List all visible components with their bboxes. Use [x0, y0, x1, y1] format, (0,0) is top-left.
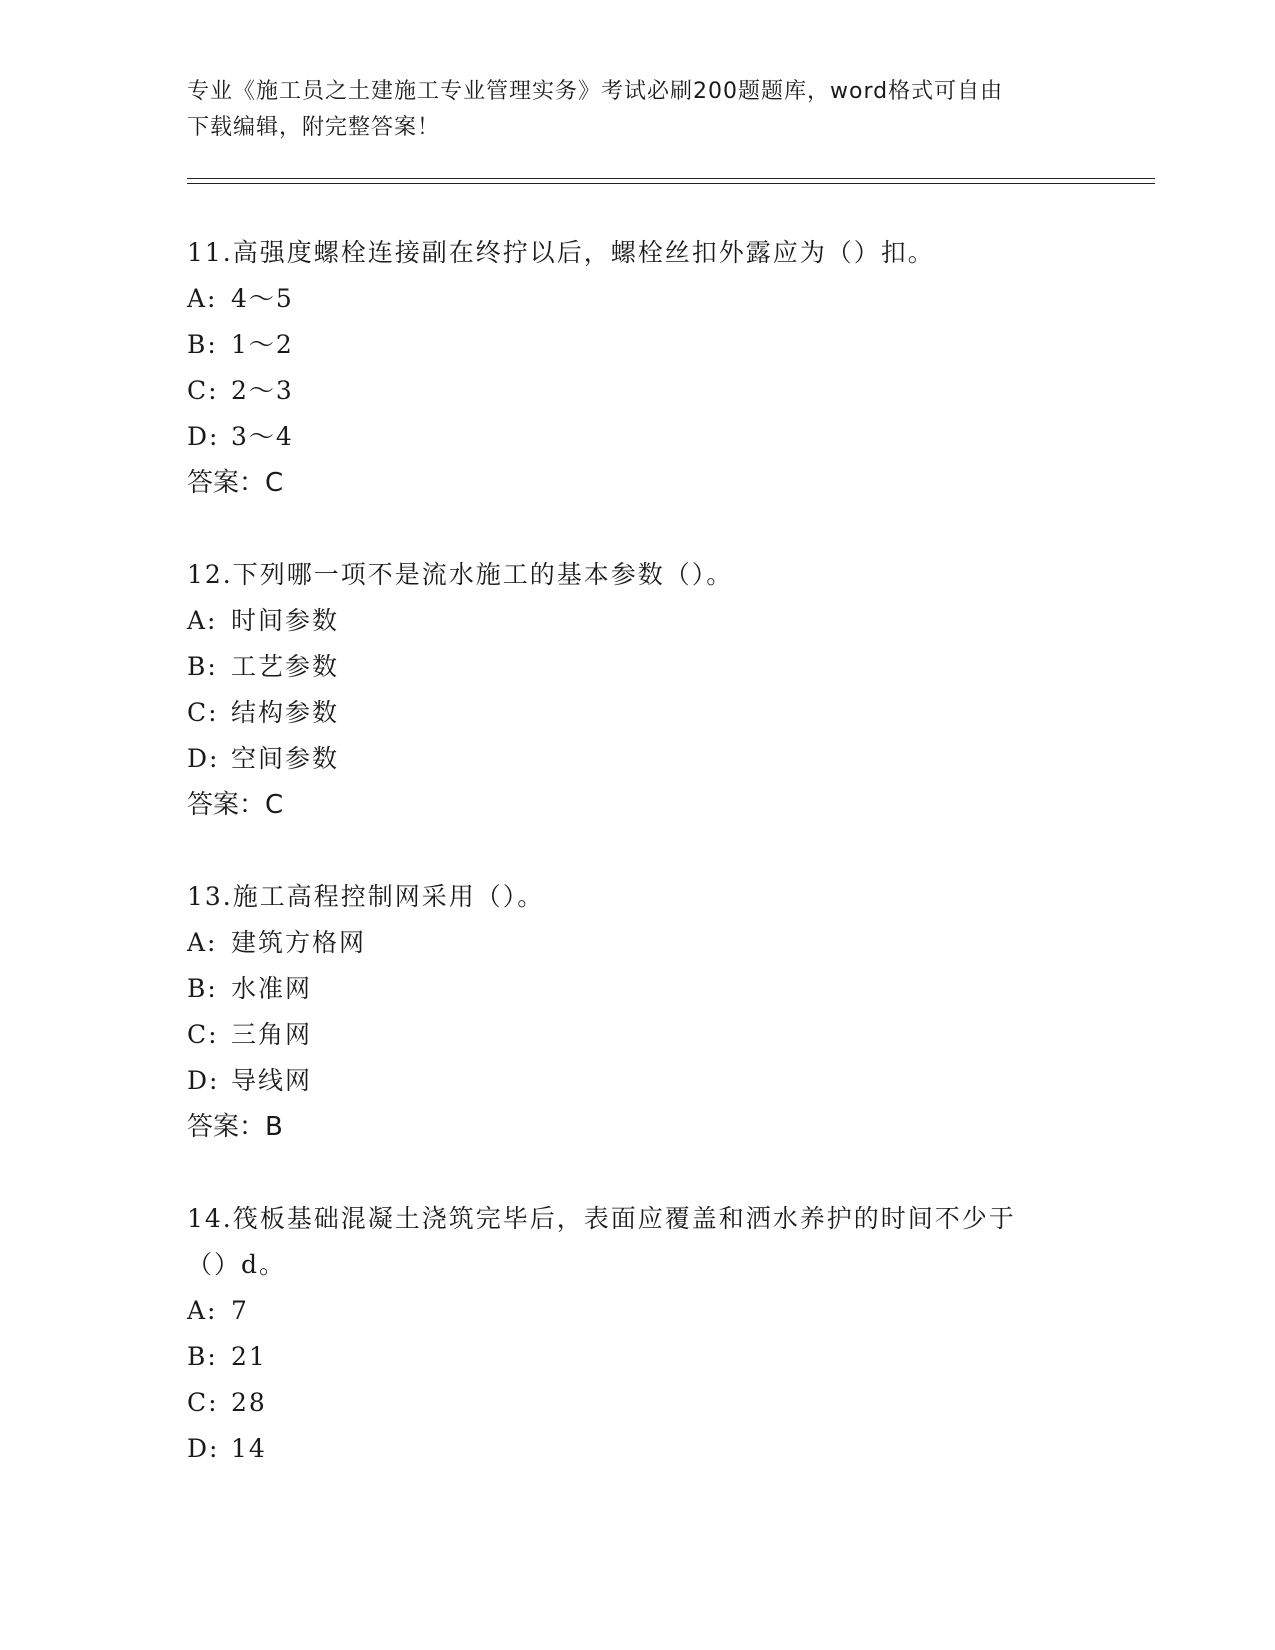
option-b	[187, 644, 1087, 690]
option-key: D:	[187, 744, 220, 773]
question-14	[187, 1196, 1087, 1472]
option-text: 4～5	[231, 284, 294, 313]
option-key: A:	[187, 1296, 218, 1325]
option-text: 2～3	[231, 376, 294, 405]
option-text: 建筑方格网	[231, 928, 367, 957]
option-c	[187, 368, 1087, 414]
document-header	[187, 74, 1087, 146]
option-c	[187, 1012, 1087, 1058]
option-text: 空间参数	[231, 744, 340, 773]
option-key: B:	[187, 974, 218, 1003]
header-line-1: 专业《施工员之土建施工专业管理实务》考试必刷200题题库，word格式可自由	[187, 79, 1004, 104]
option-d	[187, 414, 1087, 460]
question-stem: 12.下列哪一项不是流水施工的基本参数（）。	[187, 560, 734, 589]
option-key: B:	[187, 330, 218, 359]
option-b	[187, 1334, 1087, 1380]
header-divider-top	[187, 178, 1155, 179]
question-12	[187, 552, 1087, 828]
option-c	[187, 1380, 1087, 1426]
option-d	[187, 1058, 1087, 1104]
question-stem: 14.筏板基础混凝土浇筑完毕后，表面应覆盖和洒水养护的时间不少于	[187, 1204, 1016, 1233]
option-a	[187, 276, 1087, 322]
option-key: D:	[187, 422, 220, 451]
option-key: C:	[187, 698, 219, 727]
header-line-2: 下载编辑，附完整答案！	[187, 115, 441, 140]
option-text: 21	[231, 1342, 267, 1371]
question-answer: 答案：B	[187, 1112, 283, 1142]
option-a	[187, 598, 1087, 644]
option-key: A:	[187, 606, 218, 635]
option-text: 14	[231, 1434, 267, 1463]
option-c	[187, 690, 1087, 736]
option-key: D:	[187, 1434, 220, 1463]
question-stem: 11.高强度螺栓连接副在终拧以后，螺栓丝扣外露应为（）扣。	[187, 238, 935, 267]
option-key: D:	[187, 1066, 220, 1095]
option-key: C:	[187, 1020, 219, 1049]
option-key: C:	[187, 376, 219, 405]
option-text: 1～2	[231, 330, 294, 359]
option-text: 时间参数	[231, 606, 340, 635]
option-d	[187, 736, 1087, 782]
option-text: 工艺参数	[231, 652, 340, 681]
option-key: A:	[187, 284, 218, 313]
option-text: 结构参数	[231, 698, 340, 727]
header-divider-bottom	[187, 183, 1155, 184]
option-d	[187, 1426, 1087, 1472]
option-text: 3～4	[231, 422, 294, 451]
option-a	[187, 920, 1087, 966]
option-b	[187, 322, 1087, 368]
option-a	[187, 1288, 1087, 1334]
question-answer: 答案：C	[187, 468, 284, 498]
question-stem-continued: （）d。	[187, 1250, 287, 1279]
option-text: 28	[231, 1388, 267, 1417]
question-13	[187, 874, 1087, 1150]
option-key: C:	[187, 1388, 219, 1417]
option-text: 导线网	[231, 1066, 313, 1095]
question-stem: 13.施工高程控制网采用（）。	[187, 882, 545, 911]
option-key: B:	[187, 652, 218, 681]
option-text: 水准网	[231, 974, 313, 1003]
option-b	[187, 966, 1087, 1012]
option-key: B:	[187, 1342, 218, 1371]
option-key: A:	[187, 928, 218, 957]
option-text: 7	[231, 1296, 249, 1325]
option-text: 三角网	[231, 1020, 313, 1049]
question-11	[187, 230, 1087, 506]
question-answer: 答案：C	[187, 790, 284, 820]
